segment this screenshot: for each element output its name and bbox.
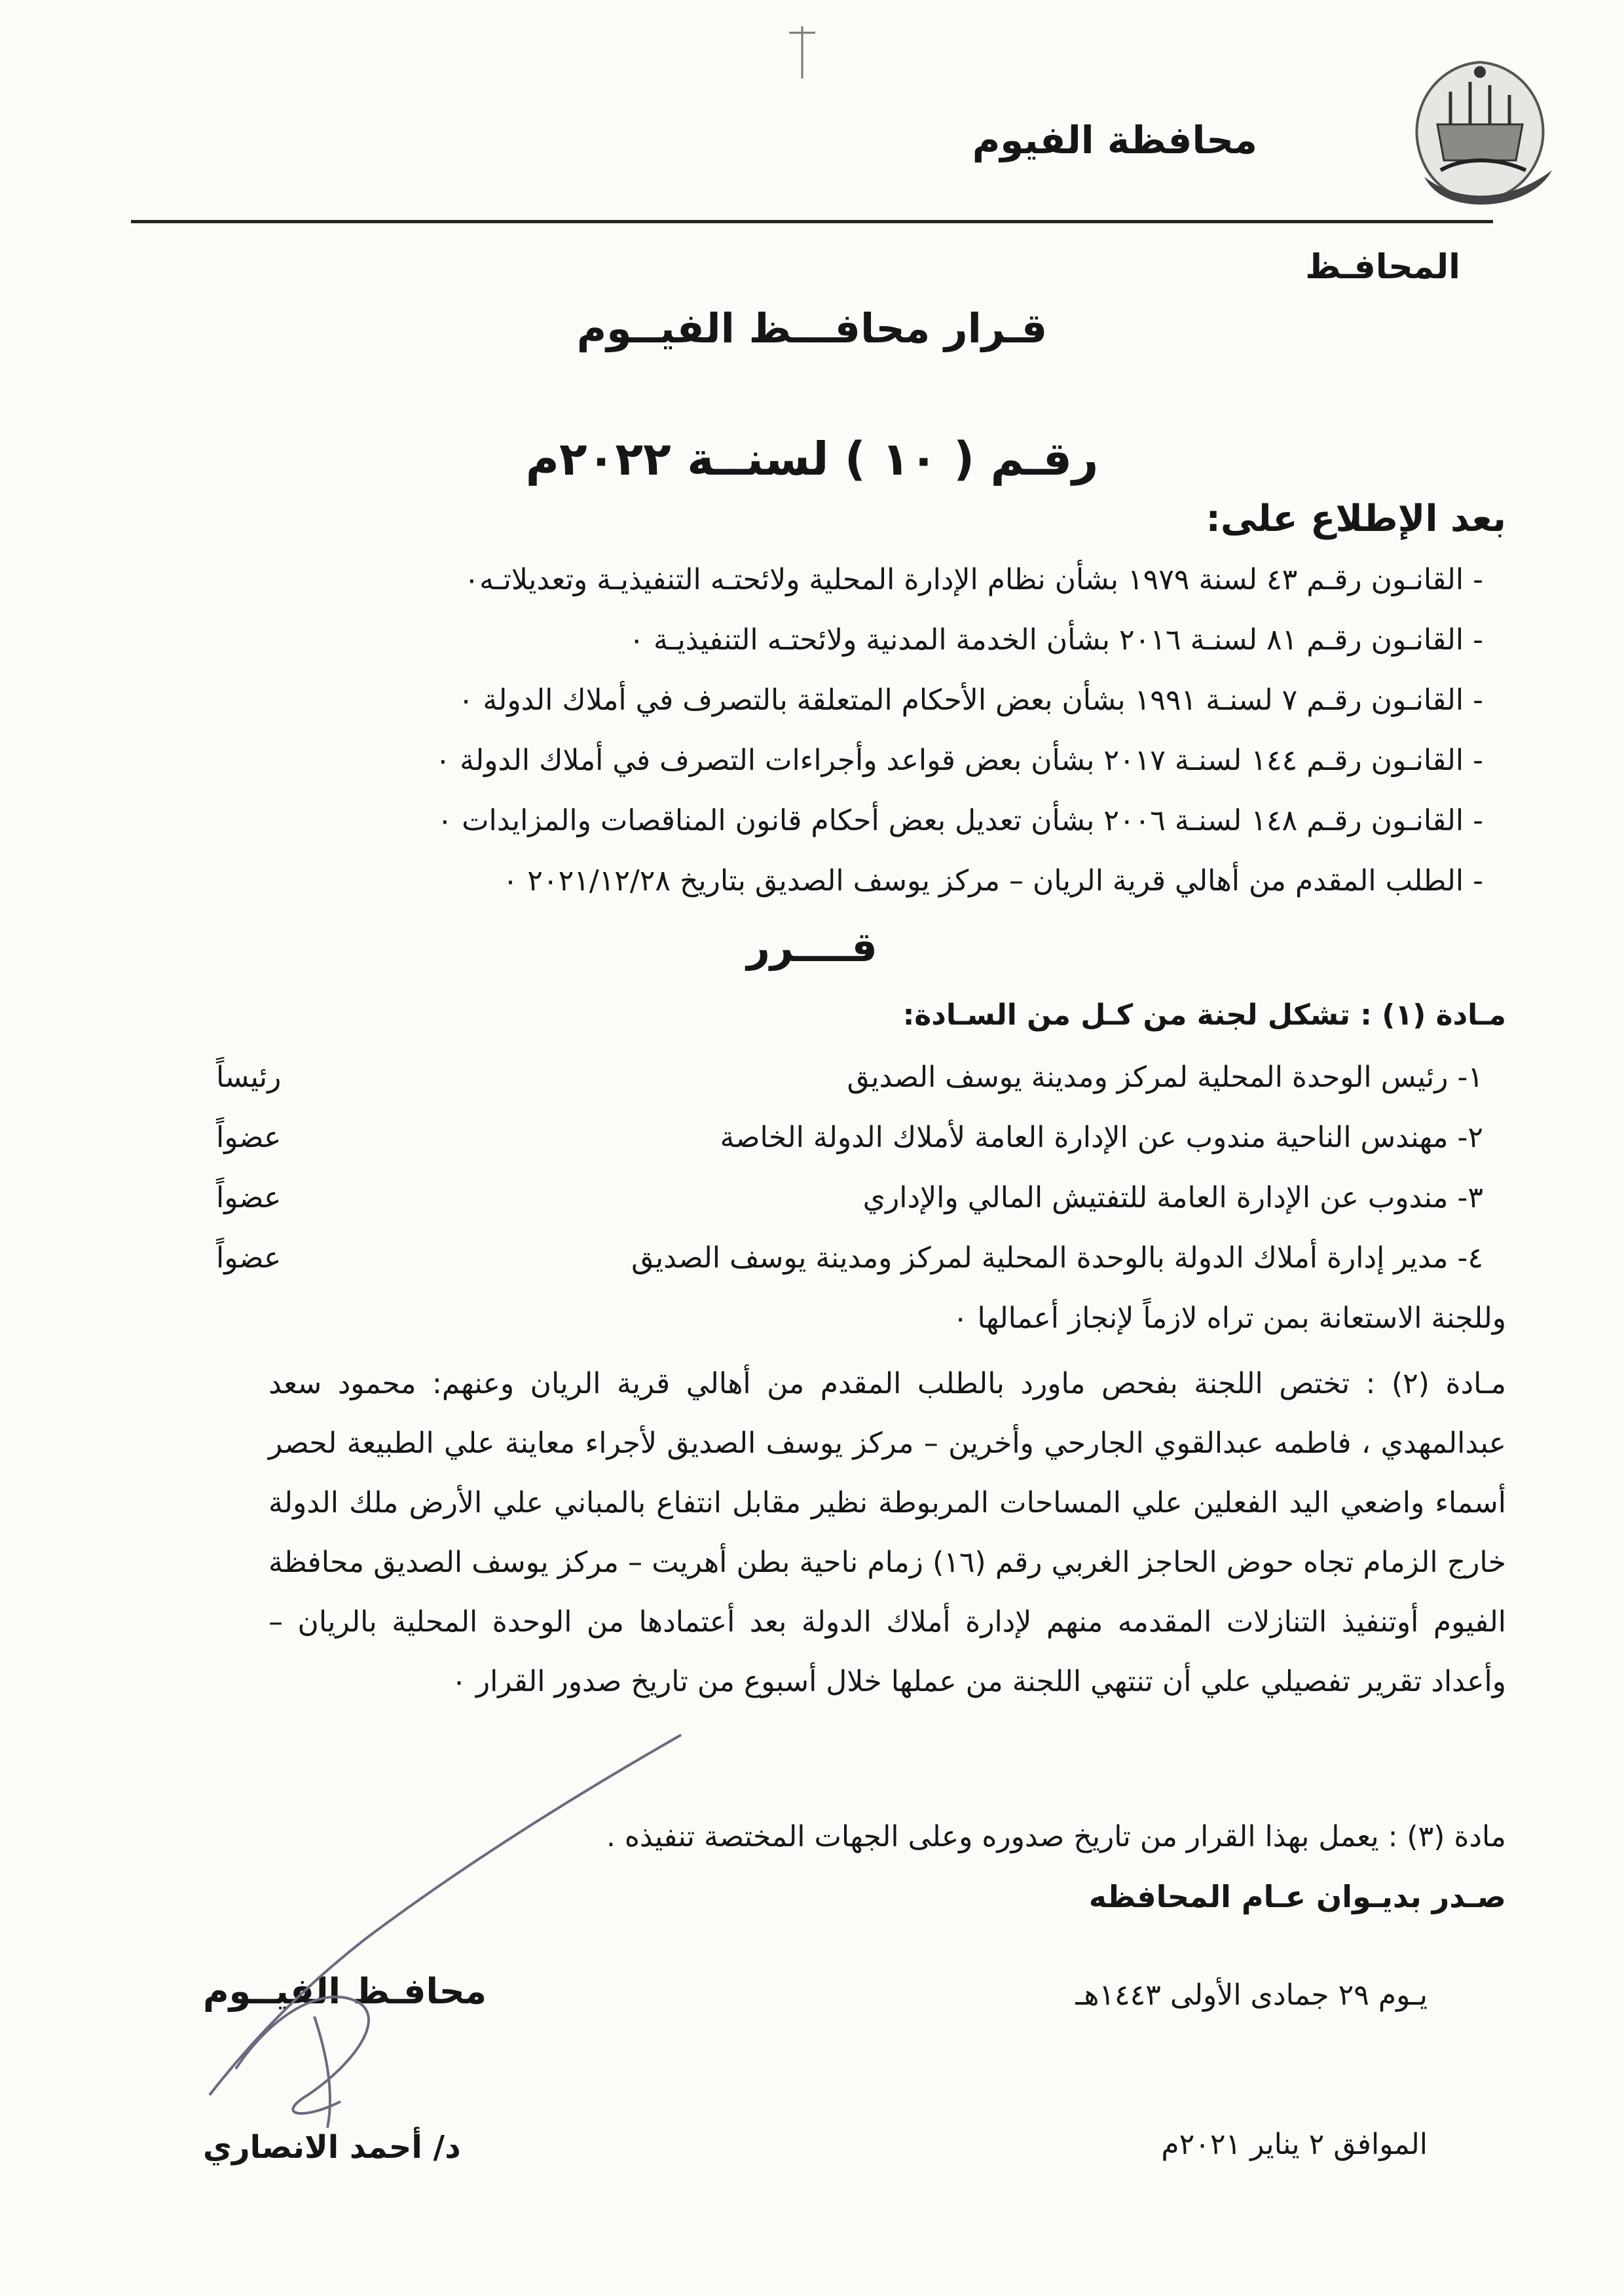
article-3-text: مادة (٣) : يعمل بهذا القرار من تاريخ صدوره وعلى الجهات المختصة تنفيذه . (606, 1820, 1506, 1853)
office-title: المحافـظ (1305, 247, 1460, 287)
reference-item: - القانـون رقـم ٨١ لسنـة ٢٠١٦ بشأن الخدمة المدنية ولائحتـه التنفيذيـة ٠ (629, 623, 1483, 657)
reference-item: - القانـون رقـم ١٤٤ لسنـة ٢٠١٧ بشأن بعض قواعد وأجراءات التصرف في أملاك الدولة ٠ (435, 744, 1483, 777)
member-role: عضواً (216, 1241, 282, 1275)
hijri-date: يـوم ٢٩ جمادى الأولى ١٤٤٣هـ (1075, 1978, 1428, 2012)
member-role: رئيساً (216, 1061, 282, 1094)
decision-title: قـرار محافـــظ الفيــوم (576, 304, 1048, 352)
article-1-closing: وللجنة الاستعانة بمن تراه لازماً لإنجاز أعمالها ٠ (952, 1302, 1506, 1335)
governor-name: د/ أحمد الانصاري (203, 2129, 461, 2166)
governorate-name: محافظة الفيوم (972, 118, 1257, 162)
decision-number: رقـم ( ١٠ ) لسنــة ٢٠٢٢م (525, 432, 1099, 486)
header-divider (131, 220, 1493, 223)
reference-item: - القانـون رقـم ٧ لسنـة ١٩٩١ بشأن بعض الأحكام المتعلقة بالتصرف في أملاك الدولة ٠ (458, 683, 1483, 717)
committee-member: ٣- مندوب عن الإدارة العامة للتفتيش المالي والإداري (862, 1181, 1483, 1214)
committee-member: ١- رئيس الوحدة المحلية لمركز ومدينة يوسف الصديق (847, 1061, 1483, 1094)
gregorian-date: الموافق ٢ يناير ٢٠٢١م (1161, 2128, 1428, 2161)
decided-heading: قــــرر (747, 923, 877, 971)
member-role: عضواً (216, 1181, 282, 1214)
issued-at: صـدر بديـوان عـام المحافظه (1088, 1879, 1506, 1914)
top-mark (789, 26, 815, 79)
article-2-text: مـادة (٢) : تختص اللجنة بفحص ماورد بالطلب المقدم من أهالي قرية الريان وعنهم: محمود سعد عبدالمهدي ، فاطمه عبدالقوي الجارحي وأخرين – مركز يوسف الصديق لأجراء معاينة علي الطبيعة لحصر أسماء واضعي اليد الفعلين علي المساحات المربوطة نظير مقابل انتفاع بالمباني علي الأرض ملك الدولة خارج الزمام تجاه حوض الحاجز الغربي رقم (١٦) زمام ناحية بطن أهريت – مركز يوسف الصديق محافظة الفيوم أوتنفيذ التنازلات المقدمه منهم لإدارة أملاك الدولة بعد أعتمادها من الوحدة المحلية بالريان – وأعداد تقرير تفصيلي علي أن تنتهي اللجنة من عملها خلال أسبوع من تاريخ صدور القرار ٠ (268, 1367, 1506, 1698)
committee-member: ٢- مهندس الناحية مندوب عن الإدارة العامة لأملاك الدولة الخاصة (720, 1121, 1483, 1154)
reference-item: - القانـون رقـم ١٤٨ لسنـة ٢٠٠٦ بشأن تعديل بعض أحكام قانون المناقصات والمزايدات ٠ (437, 804, 1483, 837)
article-1-heading: مـادة (١) : تشكل لجنة من كـل من السـادة: (902, 998, 1506, 1032)
reference-item: - الطلب المقدم من أهالي قرية الريان – مركز يوسف الصديق بتاريخ ٢٠٢١/١٢/٢٨ ٠ (502, 864, 1483, 898)
governorate-logo (1398, 46, 1562, 210)
handwritten-signature (196, 1728, 694, 2134)
committee-member: ٤- مدير إدارة أملاك الدولة بالوحدة المحلية لمركز ومدينة يوسف الصديق (631, 1241, 1483, 1275)
member-role: عضواً (216, 1121, 282, 1154)
governor-title: محافـظ الفيــوم (203, 1971, 487, 2012)
reference-item: - القانـون رقـم ٤٣ لسنة ١٩٧٩ بشأن نظام الإدارة المحلية ولائحتـه التنفيذيـة وتعديلاتـه٠ (464, 563, 1483, 596)
preamble-heading: بعد الإطلاع على: (1206, 498, 1506, 540)
